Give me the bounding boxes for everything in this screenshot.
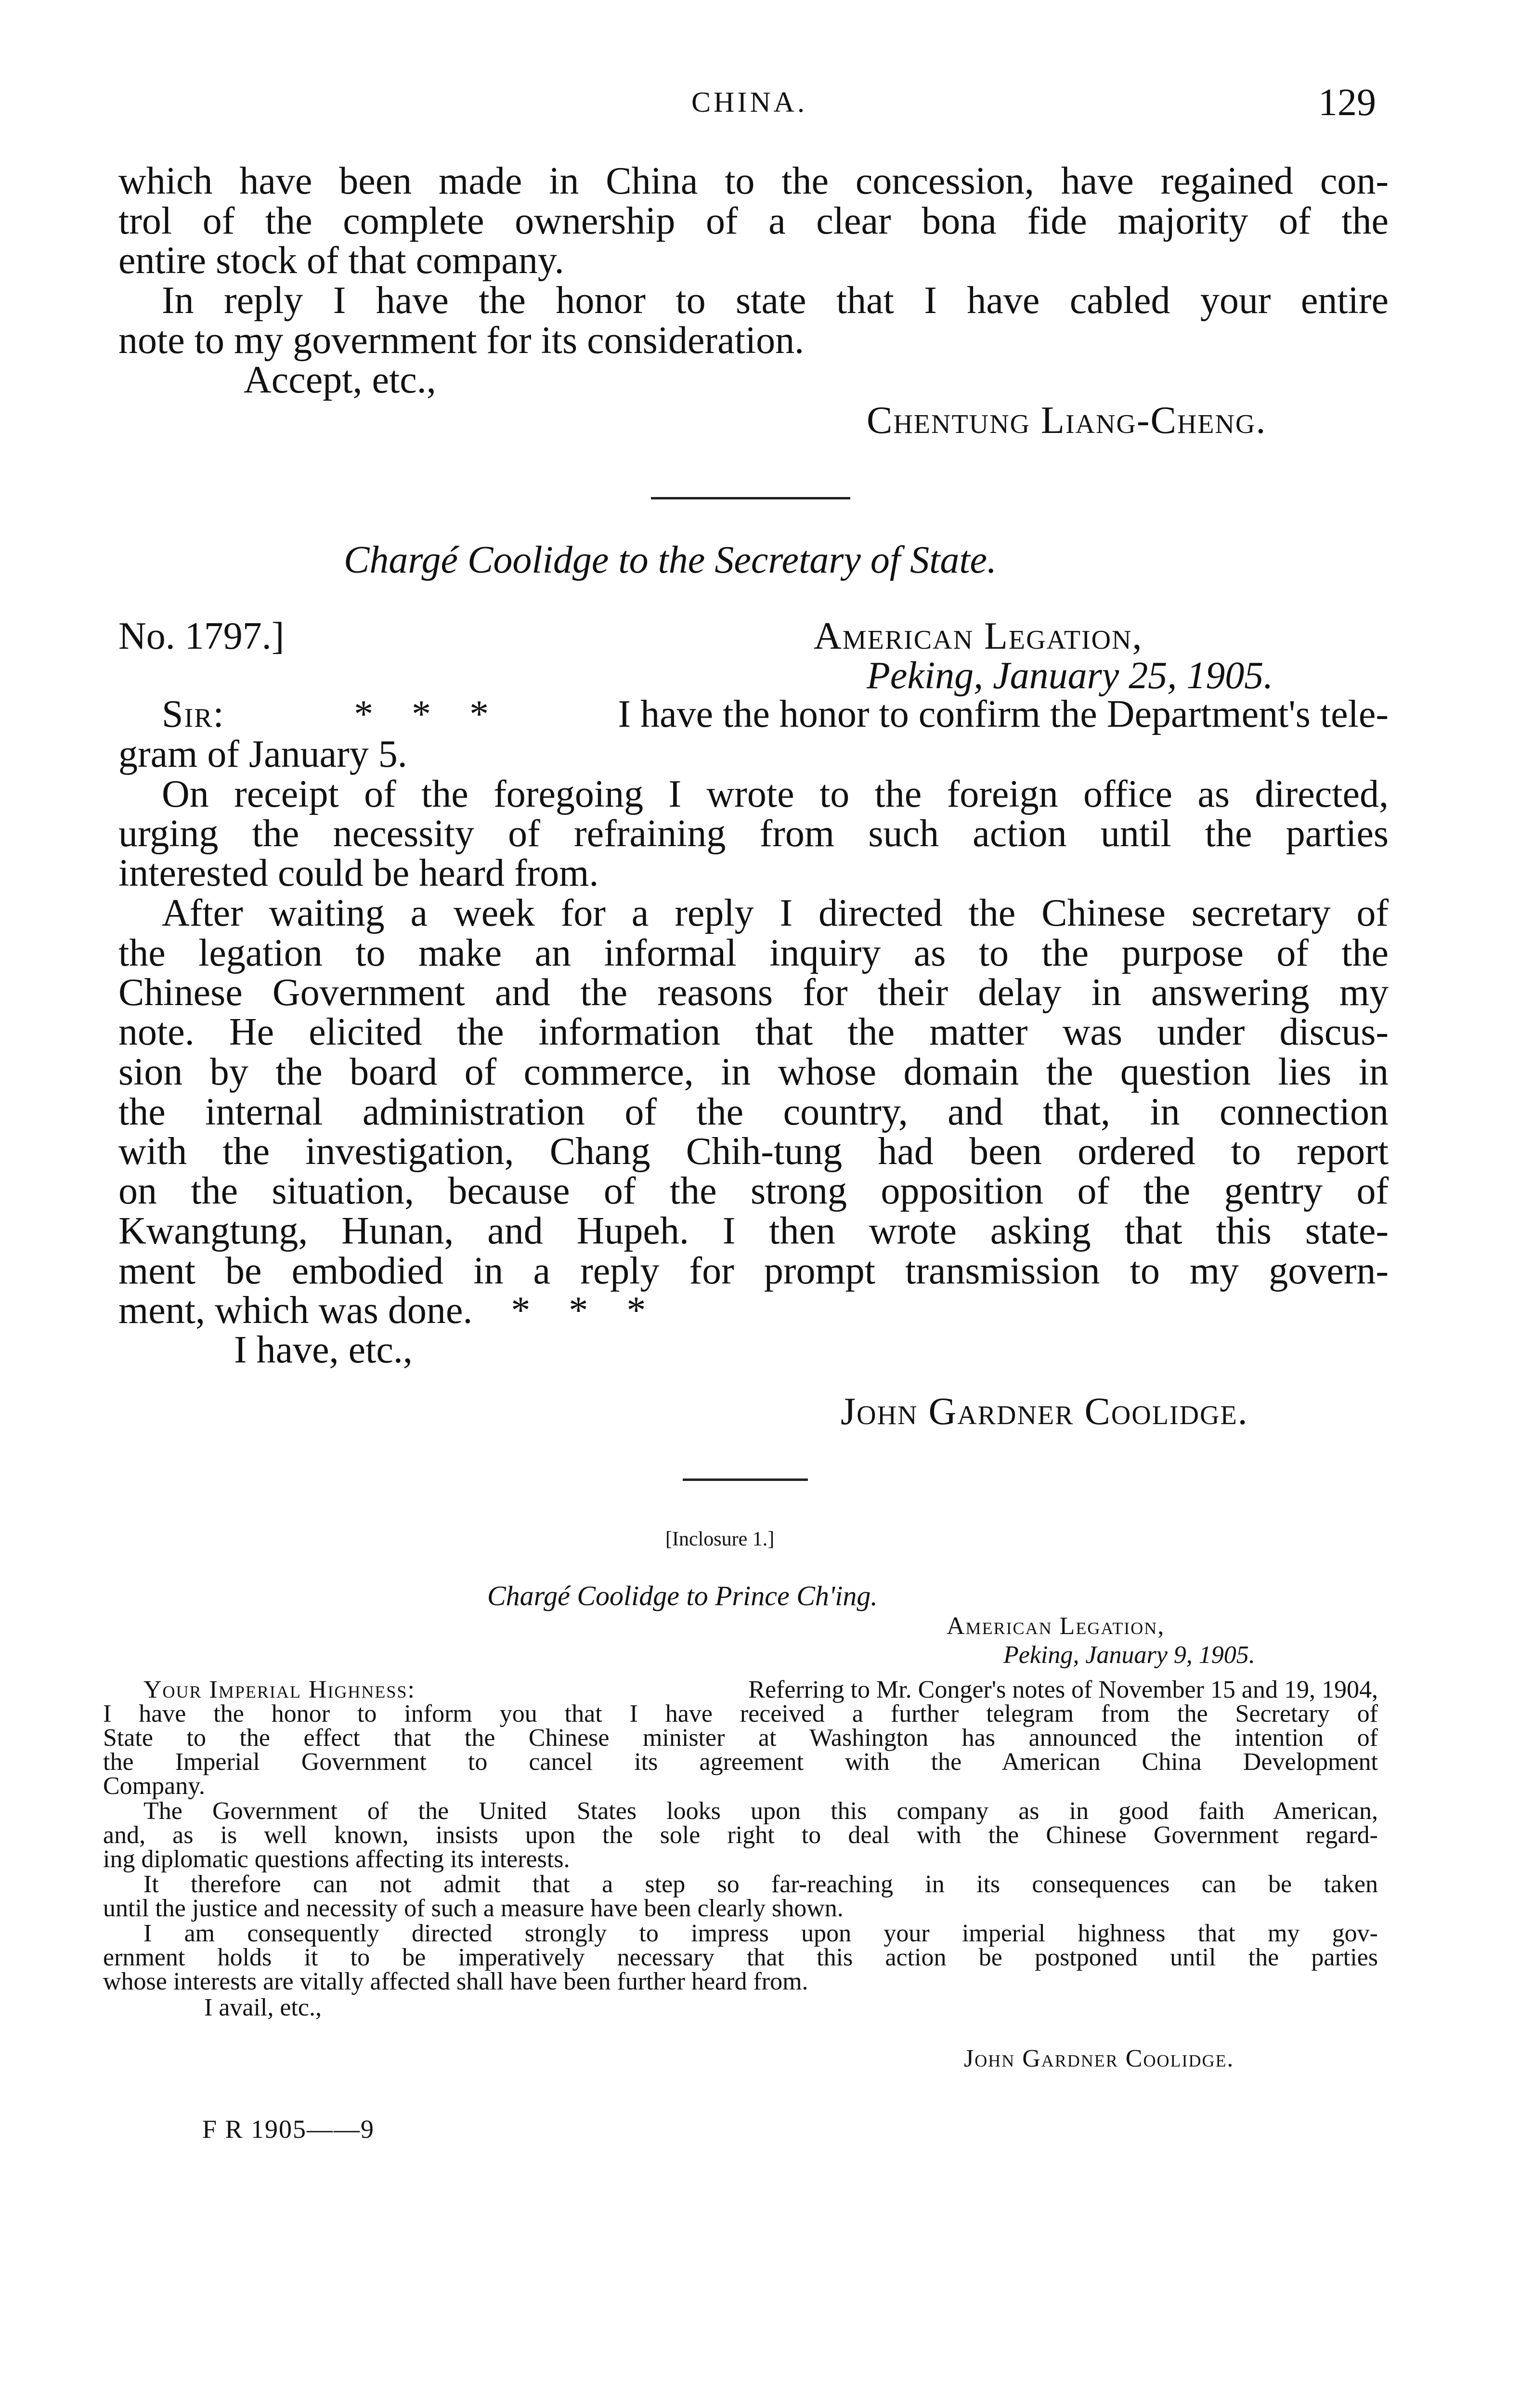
inclosure-label: [Inclosure 1.] (665, 1528, 775, 1550)
body-line: with the investigation, Chang Chih-tung had been ordered to report (118, 1130, 1389, 1173)
signature: John Gardner Coolidge. (964, 2045, 1234, 2072)
inclosure-heading: Chargé Coolidge to Prince Ch'ing. (487, 1580, 878, 1611)
salutation-line (162, 694, 1389, 734)
salutation-text: I have the honor to confirm the Department's tele- (618, 693, 1389, 735)
body-line: note to my government for its consideration. (118, 319, 805, 362)
body-line: Chinese Government and the reasons for their delay in answering my (118, 971, 1389, 1014)
body-line: sion by the board of commerce, in whose domain the question lies in (118, 1051, 1389, 1093)
salutation: Sir: (162, 693, 225, 735)
place-date: Peking, January 25, 1905. (867, 654, 1273, 697)
body-line: interested could be heard from. (118, 852, 599, 894)
body-line: ernment holds it to be imperatively necessary that this action be postponed until the parties (103, 1944, 1378, 1971)
section-divider (683, 1479, 808, 1481)
body-line: After waiting a week for a reply I directed the Chinese secretary of (162, 892, 1389, 934)
signature: Chentung Liang-Cheng. (867, 399, 1267, 442)
body-line: Kwangtung, Hunan, and Hupeh. I then wrote asking that this state- (118, 1210, 1389, 1252)
body-line: ment be embodied in a reply for prompt transmission to my govern- (118, 1250, 1389, 1292)
ellipsis-stars: * * * (354, 693, 489, 735)
signature-mark: F R 1905——9 (202, 2115, 375, 2144)
body-line: the internal administration of the country, and that, in connection (118, 1091, 1389, 1133)
legation: American Legation, (947, 1612, 1165, 1640)
signature: John Gardner Coolidge. (841, 1390, 1248, 1433)
legation: American Legation, (814, 615, 1143, 657)
page-number: 129 (1318, 81, 1376, 124)
closing: I avail, etc., (204, 1994, 322, 2021)
body-line: entire stock of that company. (118, 239, 564, 282)
closing: Accept, etc., (244, 359, 436, 401)
body-line: ment, which was done. * * * (118, 1289, 646, 1332)
dispatch-number: No. 1797.] (118, 615, 285, 657)
running-title: CHINA. (691, 86, 807, 118)
body-line: the legation to make an informal inquiry as to the purpose of the (118, 932, 1389, 974)
body-line: gram of January 5. (118, 733, 407, 775)
letter-heading: Chargé Coolidge to the Secretary of State. (344, 539, 997, 581)
body-line: trol of the complete ownership of a clear bona fide majority of the (118, 200, 1389, 242)
body-line: whose interests are vitally affected shall have been further heard from. (103, 1968, 808, 1995)
body-line: I am consequently directed strongly to impress upon your imperial highness that my gov- (143, 1920, 1378, 1947)
closing: I have, etc., (234, 1329, 413, 1371)
body-line: and, as is well known, insists upon the sole right to deal with the Chinese Government regard- (103, 1821, 1378, 1849)
salutation-text: Referring to Mr. Conger's notes of November 15 and 19, 1904, (748, 1676, 1378, 1703)
body-line: ing diplomatic questions affecting its interests. (103, 1845, 570, 1873)
body-line: which have been made in China to the concession, have regained con- (118, 160, 1389, 202)
body-line: Company. (103, 1772, 205, 1800)
body-line: The Government of the United States looks upon this company as in good faith American, (143, 1797, 1378, 1825)
salutation: Your Imperial Highness: (143, 1676, 416, 1703)
place-date: Peking, January 9, 1905. (1003, 1641, 1255, 1669)
body-line: In reply I have the honor to state that I have cabled your entire (162, 279, 1389, 322)
body-line: On receipt of the foregoing I wrote to the foreign office as directed, (162, 773, 1389, 815)
section-divider (651, 497, 850, 499)
body-line: urging the necessity of refraining from such action until the parties (118, 812, 1389, 855)
salutation-line (143, 1678, 1378, 1702)
body-line: until the justice and necessity of such a measure have been clearly shown. (103, 1895, 844, 1922)
body-line: note. He elicited the information that the matter was under discus- (118, 1011, 1389, 1053)
body-line: the Imperial Government to cancel its agreement with the American China Development (103, 1748, 1378, 1776)
body-line: I have the honor to inform you that I have received a further telegram from the Secretary of (103, 1700, 1378, 1727)
body-line: State to the effect that the Chinese minister at Washington has announced the intention of (103, 1724, 1378, 1752)
body-line: It therefore can not admit that a step so far-reaching in its consequences can be taken (143, 1871, 1378, 1898)
body-line: on the situation, because of the strong opposition of the gentry of (118, 1170, 1389, 1212)
